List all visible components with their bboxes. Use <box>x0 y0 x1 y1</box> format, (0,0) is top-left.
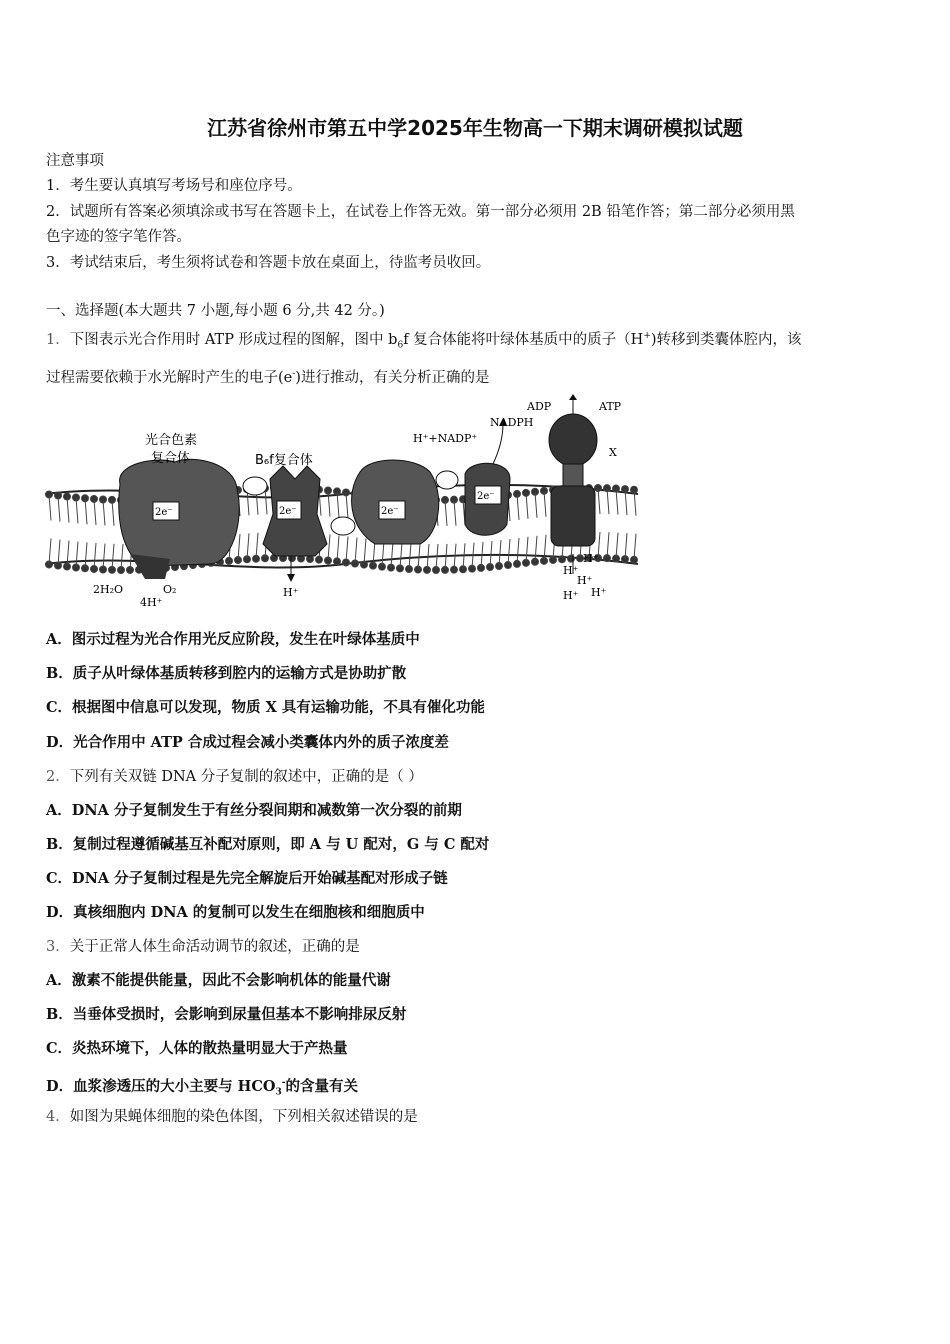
question-3-stem <box>46 937 360 957</box>
label-h: H⁺ <box>563 589 579 602</box>
q2-option-a: A．DNA 分子复制发生于有丝分裂间期和减数第一次分裂的前期 <box>46 802 462 819</box>
photosystem-2 <box>352 460 439 544</box>
label-2e: 2e⁻ <box>477 491 495 502</box>
question-number: 2． <box>46 769 70 785</box>
q3-option-b: B．当垂体受损时，会影响到尿量但基本不影响排尿反射 <box>46 1006 407 1023</box>
superscript: - <box>281 1078 286 1088</box>
notice-heading: 注意事项 <box>46 153 104 169</box>
question-text: 过程需要依赖于水光解时产生的电子(e <box>46 369 293 386</box>
q3-option-d <box>46 1073 358 1103</box>
question-text: 关于正常人体生命活动调节的叙述，正确的是 <box>69 939 360 955</box>
question-text: )转移到类囊体腔内，该 <box>650 331 802 348</box>
label-nadph: NADPH <box>490 416 534 429</box>
question-text: 下图表示光合作用时 ATP 形成过程的图解，图中 b <box>69 331 398 348</box>
subscript: 3 <box>275 1087 282 1098</box>
q2-option-c: C．DNA 分子复制过程是先完全解旋后开始碱基配对形成子链 <box>46 870 448 887</box>
label-pigment-1: 光合色素 <box>145 433 198 448</box>
question-text: 下列有关双链 DNA 分子复制的叙述中，正确的是（ ） <box>69 769 423 785</box>
superscript: - <box>292 369 296 379</box>
question-text: 如图为果蝇体细胞的染色体图，下列相关叙述错误的是 <box>69 1109 418 1125</box>
question-text: f 复合体能将叶绿体基质中的质子（H <box>403 331 644 348</box>
question-4-stem <box>46 1107 418 1127</box>
option-text: D．血浆渗透压的大小主要与 HCO <box>46 1077 276 1095</box>
notice-item-1: 1．考生要认真填写考场号和座位序号。 <box>46 178 302 194</box>
label-nadp: H⁺+NADP⁺ <box>413 432 478 445</box>
question-number: 3． <box>46 939 70 955</box>
label-h: H⁺ <box>583 552 599 565</box>
q3-option-c: C．炎热环境下，人体的散热量明显大于产热量 <box>46 1040 348 1057</box>
question-1-line-1 <box>46 326 802 356</box>
label-adp: ADP <box>527 400 552 413</box>
photosynthesis-atp-diagram <box>45 394 638 610</box>
label-2e: 2e⁻ <box>155 507 173 518</box>
notice-item-2-cont: 色字迹的签字笔作答。 <box>46 229 191 245</box>
q1-option-b: B．质子从叶绿体基质转移到腔内的运输方式是协助扩散 <box>46 665 407 682</box>
q2-option-d: D．真核细胞内 DNA 的复制可以发生在细胞核和细胞质中 <box>46 904 425 921</box>
label-h: H⁺ <box>577 574 593 587</box>
label-atp: ATP <box>599 400 622 413</box>
b6f-complex <box>263 466 327 582</box>
section-heading: 一、选择题(本大题共 7 小题,每小题 6 分,共 42 分。) <box>46 303 385 319</box>
q3-option-a: A．激素不能提供能量，因此不会影响机体的能量代谢 <box>46 972 391 989</box>
q1-option-c: C．根据图中信息可以发现，物质 X 具有运输功能，不具有催化功能 <box>46 699 485 716</box>
label-h: H⁺ <box>563 564 579 577</box>
notice-item-3: 3．考试结束后，考生须将试卷和答题卡放在桌面上，待监考员收回。 <box>46 255 491 271</box>
question-1-line-2 <box>46 364 489 388</box>
label-o2: O₂ <box>163 583 177 596</box>
subscript: 6 <box>397 340 404 351</box>
q1-option-d: D．光合作用中 ATP 合成过程会减小类囊体内外的质子浓度差 <box>46 734 449 751</box>
question-number: 4． <box>46 1109 70 1125</box>
label-b6f: B₆f复合体 <box>255 453 313 468</box>
label-4h: 4H⁺ <box>140 596 163 609</box>
q1-option-a: A．图示过程为光合作用光反应阶段，发生在叶绿体基质中 <box>46 631 420 648</box>
label-h2o: 2H₂O <box>93 583 124 596</box>
page-title: 江苏省徐州市第五中学2025年生物高一下期末调研模拟试题 <box>207 116 743 140</box>
label-h: H⁺ <box>283 586 299 599</box>
superscript: + <box>643 331 651 341</box>
label-2e: 2e⁻ <box>279 506 297 517</box>
label-2e: 2e⁻ <box>381 506 399 517</box>
notice-item-2: 2．试题所有答案必须填涂或书写在答题卡上，在试卷上作答无效。第一部分必须用 2B 铅笔作答；第二部分必须用黑 <box>46 204 795 220</box>
label-pigment-2: 复合体 <box>151 451 191 466</box>
question-number: 1． <box>46 331 70 348</box>
label-x: X <box>609 446 617 459</box>
q2-option-b: B．复制过程遵循碱基互补配对原则，即 A 与 U 配对，G 与 C 配对 <box>46 836 490 853</box>
question-2-stem <box>46 767 423 787</box>
option-text: 的含量有关 <box>285 1077 359 1095</box>
label-h: H⁺ <box>591 586 607 599</box>
question-text: )进行推动，有关分析正确的是 <box>295 369 490 386</box>
